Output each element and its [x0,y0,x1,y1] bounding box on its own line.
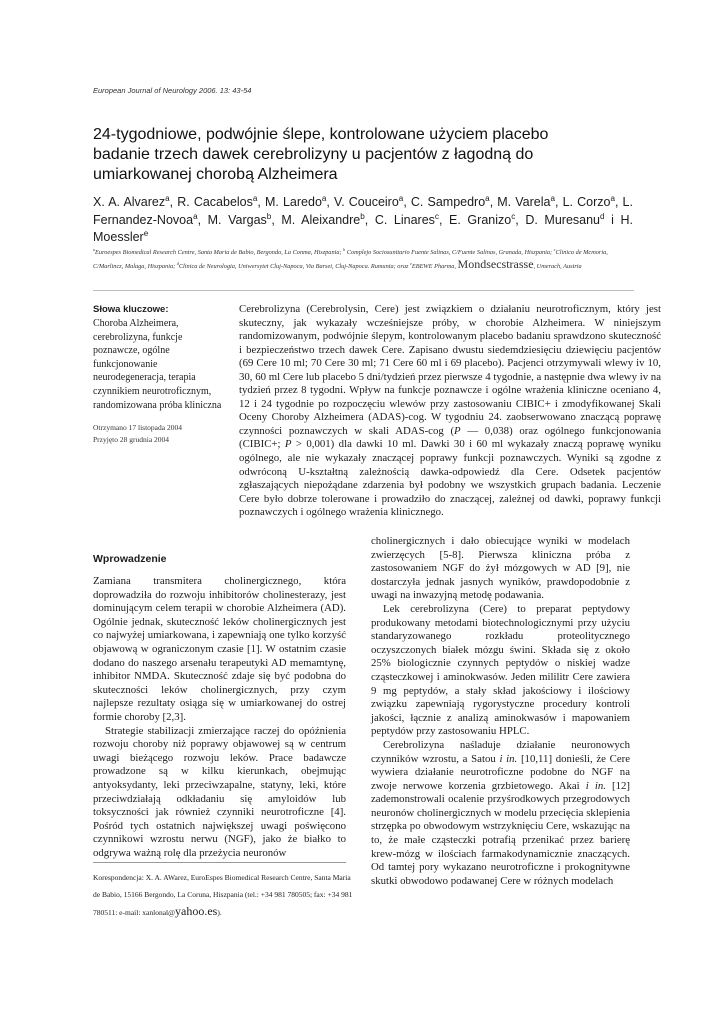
affiliations: $^a$Euroespes Biomedical Research Centre, Santa Maria de Babio, Bergondo, La Conma, Hiszpania; $^b$ Complejo Sociosunitario Fuente Salinas, C/Fuente Salinas, Granada, Hiszpania; $^c$Clinica de Mcmoria, C/Marlincz, Malaga, Hiszpania; $^d$Clinica de Neurologia, Uniwersytet Cluj-Napoca, Via Barsei, Cluj-Napoca. Rumunia; oraz $^e$EBEWE Pharma, Mondsecstrasse, Umerach, Austria [93,246,608,271]
author-affiliation-mark: d [600,211,605,221]
article-dates [93,422,225,446]
author: C. Sampedro [410,195,486,209]
author: L. Fernandez-Novoa [93,195,633,227]
body-paragraph-3-c: [12] zademonstrowali ocalenie przyśrodkowych przegrodowych neuronów cholinergicznych w modelu przecięcia sklepienia strzępka po obwodowym wstrzyknięciu Cere, wskazując na to, że małe cząsteczki potrafią przenikać przez barierę krew-mózg w ilościach farmakodynamicznie znaczących. Od tamtej pory wykazano neurotroficzne i prokognitywne skutki obwodowo podawanej Cere w różnych modelach [371,779,631,887]
author-list: X. A. Alvarez$^a$, R. Cacabelos$^a$, M. Laredo$^a$, V. Couceiro$^a$, C. Sampedro$^a$, M. Varela$^a$, L. Corzo$^a$, L. Fernandez-Novoa$^a$, M. Vargas$^b$, M. Aleixandre$^b$, C. Linares$^c$, E. Granizo$^c$, D. Muresanu$^d$ i H. Moessler$^e$ [93,193,633,244]
author-affiliation-mark: a [550,193,555,203]
abstract-text-3: > 0,001) dla dawki 10 ml. Dawki 30 i 60 ml wykazały znaczą poprawę wyniku ogólnego, ale nie wykazały znaczącej poprawy funkcji poznawczych. Wyniki są zgodne z odwróconą U-kształtną zależnością dawka-odpowiedź dla Cere. Odsetek pacjentów zgłaszających niepożądane zdarzenia był podobny we wszystkich grupach badania. Leczenie Cere było dobrze tolerowane i prowadziło do znaczącej, zależnej od dawki, poprawy funkcji poznawczych i ogólnego wrażenia klinicznego. [239,438,661,519]
author: C. Linares [374,212,435,227]
author: E. Granizo [449,212,512,227]
header-divider [93,290,634,291]
author-affiliation-mark: a [165,193,170,203]
affiliation-e: EBEWE Pharma, [411,262,456,270]
affiliation-e-street: Mondsecstrasse [457,256,534,271]
received-date: Otrzymano 17 listopada 2004 [93,423,182,433]
author: V. Couceiro [334,195,399,209]
author-affiliation-mark: c [434,211,439,221]
et-al-2: i in. [585,779,606,792]
affiliation-d: Clinica de Neurologia, Uniwersytet Cluj-Napoca, Via Barsei, Cluj-Napoca. Rumunia; oraz [178,262,409,270]
correspondence-footnote [93,869,355,921]
correspondence-end: ). [217,908,222,917]
affiliation-c: Clinica de Mcmoria, C/Marlincz, Malaga, Hiszpania; [93,249,608,270]
journal-citation: European Journal of Neurology 2006. 13: 43-54 [93,86,252,95]
author-affiliation-mark: a [485,193,490,203]
keywords-heading: Słowa kluczowe: [93,304,169,315]
keywords-box [93,303,225,446]
body-paragraph-1: cholinergicznych i dało obiecujące wyniki w modelach zwierzęcych [5-8]. Pierwsza kliniczna próba z zastosowaniem NGF do żył mózgowych w AD [9], nie dostarczyła jednak jasnych wyników, prawdopodobnie z uwagi na inwazyjną metodę podawania. [371,535,630,602]
author-affiliation-mark: e [143,228,149,238]
author: M. Laredo [264,195,322,209]
abstract-text-2: — 0,038) oraz ogólnego funkcjonowania (CIBIC+; [239,424,662,451]
body-paragraph-3-a: Cerebrolizyna naśladuje działanie neuronowych czynników wzrostu, a Satou [371,738,630,765]
body-paragraph-3 [371,739,630,889]
author-affiliation-mark: b [266,211,272,221]
author: L. Corzo [562,195,611,209]
right-column [371,535,630,888]
footnote-divider [93,862,346,863]
author: H. Moessler [93,212,633,244]
affiliation-a: Euroespes Biomedical Research Centre, Santa Maria de Babio, Bergondo, La Conma, Hiszpania; [95,249,342,256]
article-title: 24-tygodniowe, podwójnie ślepe, kontrolowane użyciem placebo badanie trzech dawek cerebrolizyny u pacjentów z łagodną do umiarkowanej chorobą Alzheimera [93,126,549,183]
intro-paragraph-2: Strategie stabilizacji zmierzające raczej do opóźnienia rozwoju choroby niż poprawy objawowej są w centrum uwagi bieżącego rozwoju leków. Prace badawcze prowadzone są w kilku kierunkach, obejmując antyoksydanty, leki przeciwzapalne, statyny, leki, które przeciwdziałają odkładaniu się amyloidów lub toksyczności jak również czynniki neurotroficzne [4]. Pośród tych ostatnich największej uwagi poświęcono czynnikowi wzrostu nerwu (NGF), jako że białko to odgrywa ważną rolę dla przeżycia neuronów [93,724,346,859]
et-al-1: i in. [499,752,518,765]
correspondence-text: Korespondencja: X. A. AWarez, EuroEspes Biomedical Research Centre, Santa Maria de Babio, 15166 Bergondo, La Coruna, Hiszpania (tel.: +34 981 780505; fax: +34 981 780511: e-mail: xanlonal@ [93,873,353,917]
author-affiliation-mark: a [252,193,258,203]
author: M. Aleixandre [281,212,361,227]
left-column [93,575,346,860]
author-affiliation-mark: c [511,211,516,221]
author: D. Muresanu [525,212,600,227]
body-paragraph-2: Lek cerebrolizyna (Cere) to preparat peptydowy produkowany metodami biotechnologicznymi przy użyciu standaryzowanego rozkładu proteolitycznego oczyszczonych białek mózgu świni. Składa się z około 25% biologicznie czynnych peptydów o niskiej wadze cząsteczkowej i aminokwasów. Jeden mililitr Cere zawiera 9 mg peptydów, a stały skład jakościowy i ilościowy związku zapewniają rygorystyczne procedury kontroli jakości, łącznie z analizą aminokwasów i mapowaniem peptydów przy zastosowaniu HPLC. [371,602,630,738]
author-affiliation-mark: a [610,193,615,203]
author: M. Vargas [207,212,267,227]
body-paragraph-3-b: [10,11] donieśli, że Cere wywiera działanie neurotroficzne podobne do NGF na zwoje nerwowe korzenia grzbietowego. Akai [371,752,631,792]
accepted-date: Przyjęto 28 grudnia 2004 [93,435,170,445]
author: M. Varela [497,195,551,209]
author: R. Cacabelos [177,195,253,209]
keywords-text: Choroba Alzheimera, cerebrolizyna, funkcje poznawcze, ogólne funkcjonowanie neurodegeneracja, terapia czynnikiem neurotroficznym, randomizowana próba kliniczna [93,318,222,411]
abstract-p-label-2: P [284,438,292,451]
author: X. A. Alvarez [93,195,166,209]
abstract-p-label-1: P [454,424,461,437]
author-affiliation-mark: a [193,211,198,221]
author-affiliation-mark: b [360,211,365,221]
section-heading: Wprowadzenie [93,553,167,565]
author-affiliation-mark: a [321,193,327,203]
intro-paragraph-1: Zamiana transmitera cholinergicznego, która doprowadziła do rozwoju inhibitorów cholinesterazy, jest dominującym celem terapii w chorobie Alzheimera (AD). Ogólnie jednak, skuteczność leków cholinergicznych jest co najwyżej umiarkowana, i zapewniają one tylko korzyść objawową w ograniczonym czasie [1]. W ostatnim czasie dodano do naszego arsenału terapeutyki AD memamtynę, inhibitor NMDA. Skuteczność zdaje się być podobna do skuteczności leków cholinergicznych, przy czym najlepsze rezultaty osiąga się w umiarkowanej do ostrej formie choroby [2,3]. [93,575,346,723]
affiliation-b: Complejo Sociosunitario Fuente Salinas, C/Fuente Salinas, Granada, Hiszpania; [346,249,553,256]
affiliation-e-city: , Umerach, Austria [533,262,582,270]
abstract [239,303,661,520]
abstract-text-1: Cerebrolizyna (Cerebrolysin, Cere) jest związkiem o działaniu neurotroficznym, który jest skuteczny, jak wykazały wcześniejsze próby, w chorobie Alzheimera. W niniejszym randomizowanym, podwójnie ślepym, kontrolowanym placebo badaniu sprawdzono skuteczność i bezpieczeństwo trzech dawek Cere. Zapisano dwustu siedemdziesięciu dziewięciu pacjentów (69 Cere 10 ml; 70 Cere 30 ml; 71 Cere 60 ml i 69 placebo). Pacjenci otrzymywali wlewy iv 10, 30, 60 ml Cere lub placebo 5 dni/tydzień przez pierwsze 4 tygodnie, a następnie dwa wlewy iv na tydzień przez 8 tygodni. Wpływ na funkcje poznawcze i ogólne wrażenia kliniczne oceniano 4, 12 i 24 tygodnie po rozpoczęciu wlewów przy zastosowaniu CIBIC+ i zmodyfikowanej Skali Oceny Choroby Alzheimera (ADAS)-cog. W tygodniu 24. zaobserwowano znaczącą poprawę czynności poznawczych w skali ADAS-cog ( [239,303,661,437]
email-domain[interactable]: yahoo.es [175,904,218,918]
author-affiliation-mark: a [398,193,404,203]
